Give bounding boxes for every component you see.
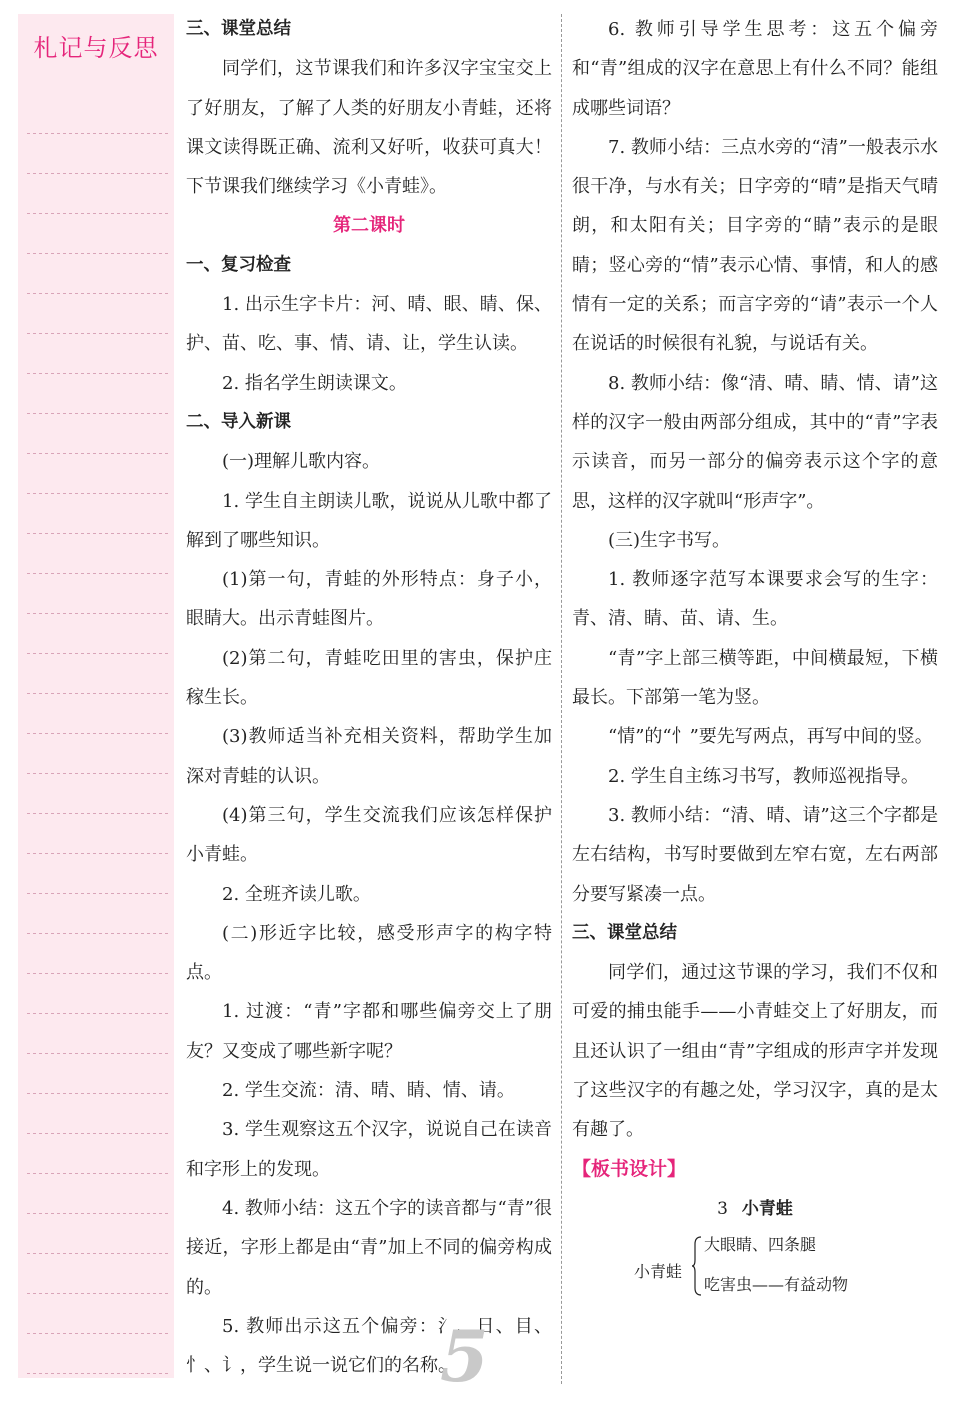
- paragraph: 2. 学生自主练习书写，教师巡视指导。: [608, 765, 919, 787]
- paragraph: 2. 全班齐读儿歌。: [222, 883, 371, 905]
- brace-icon: [692, 1236, 702, 1296]
- paragraph: “青”字上部三横等距，中间横最短，下横最长。下部第一笔为竖。: [572, 647, 938, 709]
- board-design-heading: 【板书设计】: [572, 1157, 687, 1180]
- board-diagram: [572, 1233, 938, 1313]
- paragraph: 同学们，通过这节课的学习，我们不仅和可爱的捕虫能手——小青蛙交上了好朋友，而且还认识了一组由“青”字组成的形声字并发现了这些汉字的有趣之处，学习汉字，真的是太有趣了。: [572, 962, 938, 1141]
- sidebar-title: 札记与反思: [33, 34, 159, 62]
- paragraph: 7. 教师小结：三点水旁的“清”一般表示水很干净，与水有关；日字旁的“晴”是指天气晴朗，和太阳有关；目字旁的“睛”表示的是眼睛；竖心旁的“情”表示心情、事情，和人的感情有一定的关系；而言字旁的“请”表示一个人在说话的时候很有礼貌，与说话有关。: [572, 136, 938, 355]
- board-branch-1: 大眼睛、四条腿: [704, 1235, 817, 1255]
- paragraph: 2. 指名学生朗读课文。: [222, 372, 407, 394]
- column-divider: [561, 14, 562, 1384]
- section-heading: 三、课堂总结: [186, 19, 291, 39]
- page-number: 5: [440, 1315, 489, 1398]
- board-lesson-number: 3: [717, 1198, 728, 1219]
- paragraph: 1. 教师逐字范写本课要求会写的生字：青、清、睛、苗、请、生。: [572, 569, 938, 630]
- sidebar-ruled-lines: [24, 94, 168, 1378]
- board-branch-2: 吃害虫——有益动物: [704, 1275, 849, 1295]
- paragraph: (一)理解儿歌内容。: [222, 451, 381, 473]
- paragraph: (三)生字书写。: [608, 529, 731, 551]
- section-heading: 三、课堂总结: [572, 922, 677, 943]
- paragraph: 4. 教师小结：这五个字的读音都与“青”很接近，字形上都是由“青”加上不同的偏旁构成的。: [186, 1197, 552, 1298]
- paragraph: (3)教师适当补充相关资料，帮助学生加深对青蛙的认识。: [186, 726, 552, 787]
- paragraph: 1. 出示生字卡片：河、晴、眼、睛、保、护、苗、吃、事、情、请、让，学生认读。: [186, 294, 552, 355]
- board-title: [572, 1190, 938, 1229]
- paragraph: 5. 教师出示这五个偏旁：氵、日、目、忄、讠，学生说一说它们的名称。: [186, 1315, 552, 1377]
- board-root: 小青蛙: [634, 1262, 683, 1282]
- paragraph: (1)第一句，青蛙的外形特点：身子小，眼睛大。出示青蛙图片。: [186, 569, 552, 630]
- paragraph: “情”的“忄”要先写两点，再写中间的竖。: [608, 726, 933, 748]
- paragraph: 6. 教师引导学生思考：这五个偏旁和“青”组成的汉字在意思上有什么不同？能组成哪些词语？: [572, 19, 938, 119]
- paragraph: 同学们，这节课我们和许多汉字宝宝交上了好朋友，了解了人类的好朋友小青蛙，还将课文读得既正确、流利又好听，收获可真大！下节课我们继续学习《小青蛙》。: [186, 58, 552, 198]
- paragraph: 3. 教师小结：“清、晴、请”这三个字都是左右结构，书写时要做到左窄右宽，左右两部分要写紧凑一点。: [572, 804, 938, 905]
- paragraph: 2. 学生交流：清、晴、睛、情、请。: [222, 1080, 515, 1102]
- section-heading: 二、导入新课: [186, 411, 291, 432]
- paragraph: (4)第三句，学生交流我们应该怎样保护小青蛙。: [186, 804, 552, 866]
- paragraph: (2)第二句，青蛙吃田里的害虫，保护庄稼生长。: [186, 647, 552, 709]
- paragraph: 3. 学生观察这五个汉字，说说自己在读音和字形上的发现。: [186, 1119, 552, 1180]
- left-column: [186, 10, 552, 1385]
- paragraph: 1. 学生自主朗读儿歌，说说从儿歌中都了解到了哪些知识。: [186, 490, 552, 551]
- right-column: [572, 10, 938, 1313]
- paragraph: 1. 过渡：“青”字都和哪些偏旁交上了朋友？又变成了哪些新字呢？: [186, 1001, 552, 1062]
- paragraph: (二)形近字比较，感受形声字的构字特点。: [186, 922, 552, 984]
- paragraph: 8. 教师小结：像“清、晴、睛、情、请”这样的汉字一般由两部分组成，其中的“青”字表示读音，而另一部分的偏旁表示这个字的意思，这样的汉字就叫“形声字”。: [572, 372, 938, 512]
- notes-sidebar: [18, 14, 174, 1378]
- lesson-period-title: 第二课时: [333, 215, 405, 237]
- section-heading: 一、复习检查: [186, 254, 291, 275]
- board-lesson-title: 小青蛙: [741, 1198, 793, 1219]
